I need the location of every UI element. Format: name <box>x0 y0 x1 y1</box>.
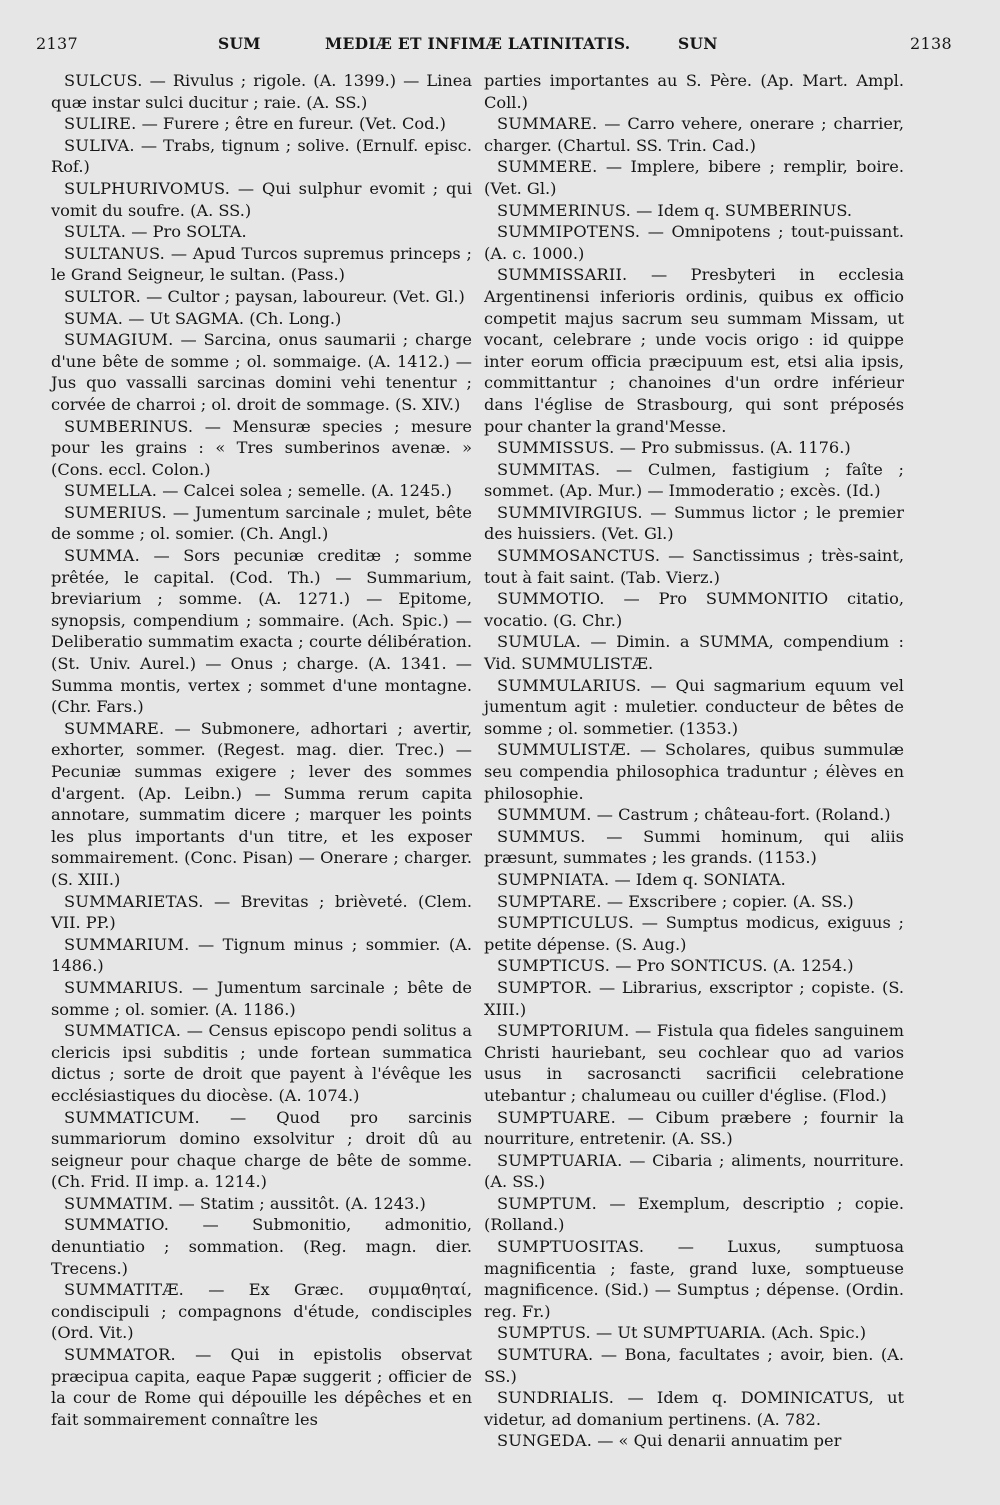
dictionary-entry <box>51 545 472 718</box>
dictionary-entry <box>51 70 472 113</box>
entry-headword: SUMPTORIUM. <box>497 1021 630 1041</box>
entry-definition: — Sanctissimus ; très-saint, tout à fait saint. (Tab. Vierz.) <box>484 546 904 587</box>
entry-definition: — Statim ; aussitôt. (A. 1243.) <box>173 1193 426 1213</box>
entry-headword: SUMMATIO. <box>64 1215 170 1235</box>
entry-headword: SUNDRIALIS. <box>497 1388 615 1408</box>
entry-headword: SULTA. <box>64 222 127 242</box>
dictionary-entry <box>51 329 472 415</box>
entry-headword: SUMMARIUS. <box>64 977 184 997</box>
right-column <box>484 70 904 1452</box>
entry-headword: SUMMATICA. <box>64 1021 182 1041</box>
entry-definition: — Exemplum, descriptio ; copie. (Rolland.) <box>484 1193 904 1235</box>
entry-headword: SUMMIPOTENS. <box>497 222 641 242</box>
entry-headword: SUMMERINUS. <box>497 200 631 220</box>
entry-headword: SUMERIUS. <box>64 502 167 522</box>
dictionary-entry <box>484 588 904 631</box>
entry-definition: — Summi hominum, qui aliis præsunt, summates ; les grands. (1153.) <box>484 826 904 868</box>
dictionary-entry <box>51 891 472 934</box>
entry-definition: — Tignum minus ; sommier. (A. 1486.) <box>51 934 472 976</box>
running-title: MEDIÆ ET INFIMÆ LATINITATIS. <box>325 34 631 53</box>
entry-definition: — Idem q. DOMINICATUS, ut videtur, ad domanium pertinens. (A. 782. <box>484 1388 904 1429</box>
entry-headword: SUMMUM. <box>497 805 592 825</box>
entry-definition: — Qui in epistolis observat præcipua capita, eaque Papæ suggerit ; officier de la cour de Rome qui dépouille les dépêches et en fait sommairement connaître les <box>51 1345 472 1429</box>
entry-headword: SUMA. <box>64 308 124 328</box>
dictionary-entry <box>484 156 904 199</box>
dictionary-entry <box>51 286 472 308</box>
entry-definition: — Scholares, quibus summulæ seu compendia philosophica traduntur ; élèves en philosophie. <box>484 740 904 803</box>
entry-headword: SUMMUS. <box>497 826 586 846</box>
entry-headword: SUMMARIETAS. <box>64 891 204 911</box>
entry-headword: SUMPTARE. <box>497 891 602 911</box>
dictionary-entry <box>51 113 472 135</box>
entry-definition: — Qui sagmarium equum vel jumentum agit : muletier. conducteur de bêtes de somme ; ol. sommetier. (1353.) <box>484 675 904 738</box>
entry-headword: SULIVA. <box>64 135 135 155</box>
right-page-number: 2138 <box>910 34 952 53</box>
entry-definition: — Dimin. a SUMMA, compendium : Vid. SUMMULISTÆ. <box>484 632 904 674</box>
dictionary-entry <box>51 1344 472 1430</box>
entry-definition: — Pro SUMMONITIO citatio, vocatio. (G. Chr.) <box>484 589 904 630</box>
entry-definition: — Jumentum sarcinale ; bête de somme ; ol. somier. (A. 1186.) <box>51 977 472 1019</box>
entry-definition: — Idem q. SUMBERINUS. <box>630 200 852 220</box>
entry-definition: — Castrum ; château-fort. (Roland.) <box>591 805 891 825</box>
dictionary-entry <box>484 1322 904 1344</box>
entry-definition: — Idem q. SONIATA. <box>609 869 786 889</box>
entry-headword: SUMMATIM. <box>64 1193 174 1213</box>
entry-headword: SUMPTOR. <box>497 977 593 997</box>
dictionary-entry <box>484 1387 904 1430</box>
dictionary-entry <box>51 502 472 545</box>
entry-definition: — Sors pecuniæ creditæ ; somme prêtée, le capital. (Cod. Th.) — Summarium, breviarium ; somme. (A. 1271.) — Epitome, synopsis, compendium ; sommaire. (Ach. Spic.) — Deliberatio summatim exacta ; courte délibération. (St. Univ. Aurel.) — Onus ; charge. (A. 1341. — Summa montis, vertex ; sommet d'une montagne. (Chr. Fars.) <box>51 546 472 717</box>
dictionary-entry <box>484 869 904 891</box>
dictionary-entry <box>484 1193 904 1236</box>
dictionary-entry <box>484 1430 904 1452</box>
dictionary-entry <box>484 912 904 955</box>
entry-headword: SULCUS. <box>64 71 143 90</box>
entry-definition: — Exscribere ; copier. (A. SS.) <box>601 891 854 911</box>
entry-definition: — Trabs, tignum ; solive. (Ernulf. episc. Rof.) <box>51 135 472 177</box>
entry-headword: SUMMATOR. <box>64 1345 176 1365</box>
entry-headword: SUMMARE. <box>64 718 165 738</box>
entry-definition: — Implere, bibere ; remplir, boire. (Vet. Gl.) <box>484 157 904 198</box>
dictionary-entry <box>484 502 904 545</box>
dictionary-entry <box>51 1020 472 1106</box>
entry-definition: — Bona, facultates ; avoir, bien. (A. SS.) <box>484 1345 904 1386</box>
dictionary-entry <box>484 264 904 437</box>
entry-headword: SUMPNIATA. <box>497 869 610 889</box>
entry-definition: — Presbyteri in ecclesia Argentinensi inferioris ordinis, quibus ex officio competit majus sacrum seu summam Missam, ut vocant, celebrare ; unde vocis origo : id quippe inter eorum officia præcipuum est, etsi alia ipsis, committantur ; chanoines d'un ordre inférieur dans l'église de Strasbourg, qui sont préposés pour chanter la grand'Messe. <box>484 265 904 436</box>
entry-definition: — Pro SOLTA. <box>126 222 247 242</box>
dictionary-entry <box>484 459 904 502</box>
entry-headword: SULPHURIVOMUS. <box>64 178 231 198</box>
entry-definition: — Census episcopo pendi solitus a clericis ipsi subditis ; unde fortean summatica dictus ; sorte de droit que payent à l'évêque les ecclésiastiques du diocèse. (A. 1074.) <box>51 1021 472 1105</box>
right-running-head: SUN <box>678 34 718 53</box>
entry-definition: — Apud Turcos supremus princeps ; le Grand Seigneur, le sultan. (Pass.) <box>51 243 472 285</box>
entry-definition: — Cibaria ; aliments, nourriture. (A. SS.) <box>484 1150 904 1192</box>
entry-headword: SULTOR. <box>64 286 141 306</box>
entry-headword: SUMMOSANCTUS. <box>497 546 661 566</box>
entry-headword: SUMMULISTÆ. <box>497 740 632 760</box>
entry-definition: — Pro submissus. (A. 1176.) <box>614 438 851 458</box>
dictionary-entry <box>51 178 472 221</box>
entry-headword: SUMMIVIRGIUS. <box>497 502 643 522</box>
entry-headword: SUMTURA. <box>497 1345 594 1365</box>
dictionary-entry <box>51 308 472 330</box>
entry-headword: SUMELLA. <box>64 481 158 501</box>
dictionary-entry <box>484 1236 904 1322</box>
dictionary-entry <box>51 1214 472 1279</box>
entry-headword: SUMPTUM. <box>497 1193 597 1213</box>
dictionary-entry <box>484 70 904 113</box>
dictionary-entry <box>484 804 904 826</box>
entry-definition: — Mensuræ species ; mesure pour les grains : « Tres sumberinos avenæ. » (Cons. eccl. Colon.) <box>51 416 472 479</box>
entry-definition: — Quod pro sarcinis summariorum domino exsolvitur ; droit dû au seigneur pour chaque charge de bête de somme. (Ch. Frid. II imp. a. 1214.) <box>51 1107 472 1192</box>
entry-headword: SUMMA. <box>64 546 140 566</box>
dictionary-entry <box>484 955 904 977</box>
entry-definition: — Summus lictor ; le premier des huissiers. (Vet. Gl.) <box>484 502 904 544</box>
entry-definition: — Ex Græc. συμμαθηταί, condiscipuli ; compagnons d'étude, condisciples (Ord. Vit.) <box>51 1280 472 1343</box>
dictionary-entry <box>484 437 904 459</box>
entry-headword: SUMAGIUM. <box>64 330 174 350</box>
left-page-number: 2137 <box>36 34 78 53</box>
entry-definition: — Carro vehere, onerare ; charrier, charger. (Chartul. SS. Trin. Cad.) <box>484 114 904 155</box>
entry-headword: SUNGEDA. <box>497 1431 593 1451</box>
entry-definition: — Submonere, adhortari ; avertir, exhorter, sommer. (Regest. mag. dier. Trec.) — Pecuniæ summas exigere ; lever des sommes d'argent. (Ap. Leibn.) — Summa rerum capita annotare, summatim dicere ; marquer les points les plus importants d'un titre, et les exposer sommairement. (Conc. Pisan) — Onerare ; charger. (S. XIII.) <box>51 718 472 889</box>
entry-headword: SUMMARIUM. <box>64 934 190 954</box>
dictionary-entry <box>484 1107 904 1150</box>
dictionary-entry <box>484 631 904 674</box>
entry-headword: SUMBERINUS. <box>64 416 194 436</box>
dictionary-entry <box>484 200 904 222</box>
dictionary-entry <box>51 480 472 502</box>
dictionary-entry <box>484 1150 904 1193</box>
entry-definition: — Librarius, exscriptor ; copiste. (S. XIII.) <box>484 977 904 1019</box>
entry-definition: — Cultor ; paysan, laboureur. (Vet. Gl.) <box>140 286 465 306</box>
dictionary-entry <box>51 1279 472 1344</box>
left-running-head: SUM <box>218 34 261 53</box>
entry-headword: SULTANUS. <box>64 243 166 263</box>
entry-definition: — Qui sulphur evomit ; qui vomit du soufre. (A. SS.) <box>51 178 472 220</box>
entry-headword: SUMPTUOSITAS. <box>497 1237 645 1257</box>
entry-definition: — Submonitio, admonitio, denuntiatio ; sommation. (Reg. magn. dier. Trecens.) <box>51 1215 472 1278</box>
entry-definition: — Calcei solea ; semelle. (A. 1245.) <box>157 481 452 501</box>
dictionary-entry <box>51 1107 472 1193</box>
dictionary-entry <box>51 221 472 243</box>
dictionary-entry <box>484 1344 904 1387</box>
dictionary-entry <box>51 135 472 178</box>
entry-definition: — Fistula qua fideles sanguinem Christi hauriebant, seu cochlear quo ad varios usus in sacrosancti sacrificii celebratione utebantur ; chalumeau ou cuiller d'église. (Flod.) <box>484 1021 904 1105</box>
dictionary-entry <box>51 934 472 977</box>
dictionary-entry <box>484 891 904 913</box>
dictionary-entry <box>51 977 472 1020</box>
entry-definition: — Ut SAGMA. (Ch. Long.) <box>123 308 342 328</box>
dictionary-entry <box>484 675 904 740</box>
entry-headword: SUMMATITÆ. <box>64 1280 185 1300</box>
entry-definition: — Jumentum sarcinale ; mulet, bête de somme ; ol. somier. (Ch. Angl.) <box>51 502 472 544</box>
entry-headword: SUMMATICUM. <box>64 1107 200 1127</box>
entry-definition: — « Qui denarii annuatim per <box>592 1431 842 1451</box>
entry-headword: SUMMERE. <box>497 157 598 177</box>
entry-headword: SUMULA. <box>497 632 581 652</box>
entry-headword: SUMMISSUS. <box>497 438 615 458</box>
dictionary-entry <box>484 545 904 588</box>
entry-headword: SUMPTUARE. <box>497 1107 616 1127</box>
entry-definition: parties importantes au S. Père. (Ap. Mart. Ampl. Coll.) <box>484 71 904 112</box>
entry-headword: SUMMISSARII. <box>497 265 628 285</box>
entry-definition: — Brevitas ; brièveté. (Clem. VII. PP.) <box>51 891 472 933</box>
entry-definition: — Furere ; être en fureur. (Vet. Cod.) <box>136 114 446 134</box>
dictionary-entry <box>484 977 904 1020</box>
entry-headword: SUMPTICULUS. <box>497 913 634 933</box>
dictionary-entry <box>484 113 904 156</box>
entry-definition: — Ut SUMPTUARIA. (Ach. Spic.) <box>590 1323 867 1343</box>
entry-headword: SUMMOTIO. <box>497 589 605 609</box>
dictionary-entry <box>51 718 472 891</box>
entry-headword: SUMPTUARIA. <box>497 1150 623 1170</box>
entry-definition: — Rivulus ; rigole. (A. 1399.) — Linea quæ instar sulci ducitur ; raie. (A. SS.) <box>51 71 472 112</box>
entry-headword: SUMMULARIUS. <box>497 675 642 695</box>
entry-headword: SUMPTUS. <box>497 1323 591 1343</box>
entry-definition: — Pro SONTICUS. (A. 1254.) <box>610 956 854 976</box>
entry-headword: SULIRE. <box>64 114 137 134</box>
dictionary-entry <box>51 243 472 286</box>
entry-headword: SUMMITAS. <box>497 459 601 479</box>
entry-headword: SUMMARE. <box>497 114 598 134</box>
dictionary-entry <box>484 826 904 869</box>
entry-definition: — Sarcina, onus saumarii ; charge d'une bête de somme ; ol. sommaige. (A. 1412.) — Jus quo vassalli sarcinas domini vehi tenentur ; corvée de charroi ; ol. droit de sommage. (S. XIV.) <box>51 330 472 414</box>
left-column <box>51 70 472 1430</box>
entry-definition: — Omnipotens ; tout-puissant. (A. c. 1000.) <box>484 222 904 263</box>
entry-definition: — Sumptus modicus, exiguus ; petite dépense. (S. Aug.) <box>484 913 904 954</box>
dictionary-entry <box>51 1193 472 1215</box>
dictionary-entry <box>51 416 472 481</box>
entry-definition: — Luxus, sumptuosa magnificentia ; faste, grand luxe, somptueuse magnificence. (Sid.) — Sumptus ; dépense. (Ordin. reg. Fr.) <box>484 1237 904 1321</box>
dictionary-entry <box>484 739 904 804</box>
entry-headword: SUMPTICUS. <box>497 956 611 976</box>
entry-definition: — Cibum præbere ; fournir la nourriture, entretenir. (A. SS.) <box>484 1107 904 1149</box>
dictionary-entry <box>484 1020 904 1106</box>
entry-definition: — Culmen, fastigium ; faîte ; sommet. (Ap. Mur.) — Immoderatio ; excès. (Id.) <box>484 459 904 501</box>
dictionary-entry <box>484 221 904 264</box>
